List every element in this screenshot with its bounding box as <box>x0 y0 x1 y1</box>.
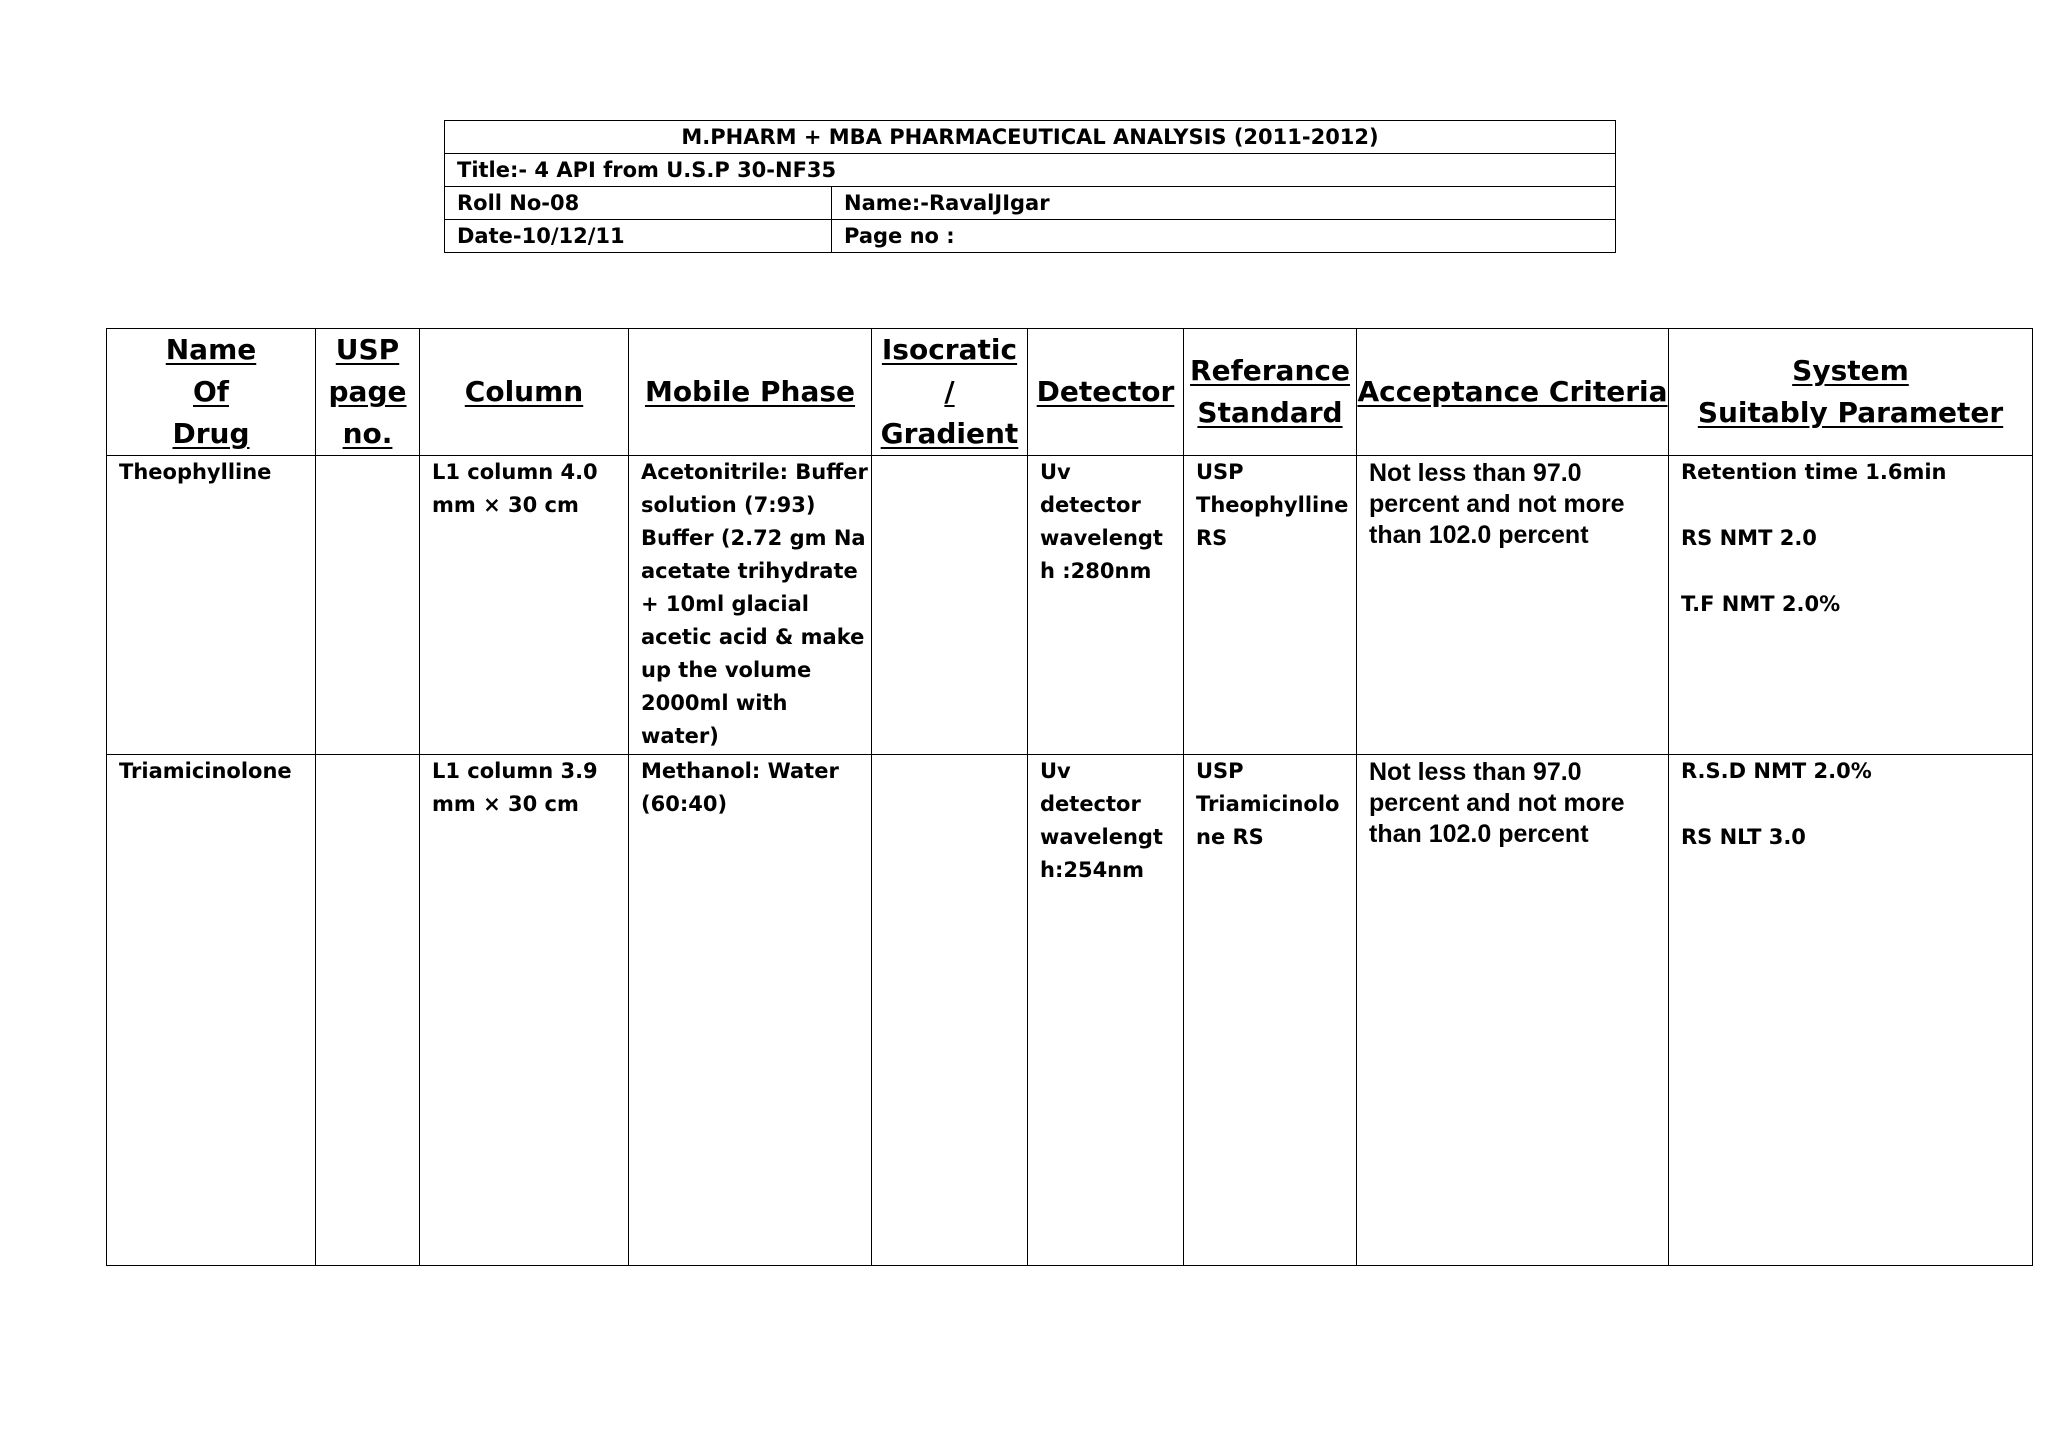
header-line: Acceptance Criteria <box>1357 375 1668 408</box>
header-line: Suitably Parameter <box>1697 396 2004 429</box>
cell-line: L1 column 4.0 <box>432 460 598 484</box>
cell-column <box>420 456 629 755</box>
cell-line: ne RS <box>1196 825 1264 849</box>
cell-line: 2000ml with <box>641 691 788 715</box>
col-header-usp-page <box>316 329 420 456</box>
cell-line: h :280nm <box>1040 559 1152 583</box>
header-row-program <box>445 121 1616 154</box>
cell-isocratic-gradient <box>872 755 1028 1266</box>
header-line: Mobile Phase <box>644 375 856 408</box>
cell-line: RS NLT 3.0 <box>1681 825 1806 849</box>
cell-line: percent and not more <box>1369 789 1625 817</box>
header-line: Referance <box>1190 354 1350 387</box>
program-title: M.PHARM + MBA PHARMACEUTICAL ANALYSIS (2011-2012) <box>445 121 1616 154</box>
header-line: / <box>944 375 955 408</box>
cell-line: L1 column 3.9 <box>432 759 598 783</box>
cell-line: detector <box>1040 493 1141 517</box>
col-header-detector <box>1028 329 1184 456</box>
cell-reference-standard <box>1184 456 1357 755</box>
document-title: Title:- 4 API from U.S.P 30-NF35 <box>445 154 1616 187</box>
cell-line: than 102.0 percent <box>1369 521 1589 549</box>
document-date: Date-10/12/11 <box>445 220 832 253</box>
header-line: no. <box>342 417 393 450</box>
col-header-system-suitability <box>1669 329 2033 456</box>
cell-mobile-phase <box>629 456 872 755</box>
line-gap <box>1681 788 2022 821</box>
table-header-row <box>107 329 2033 456</box>
roll-number: Roll No-08 <box>445 187 832 220</box>
cell-line: wavelengt <box>1040 526 1163 550</box>
cell-line: than 102.0 percent <box>1369 820 1589 848</box>
cell-drug-name <box>107 456 316 755</box>
col-header-isocratic-gradient <box>872 329 1028 456</box>
cell-system-suitability <box>1669 456 2033 755</box>
header-line: Name <box>165 333 257 366</box>
table-row <box>107 755 2033 1266</box>
cell-line: percent and not more <box>1369 490 1625 518</box>
cell-drug-name <box>107 755 316 1266</box>
line-gap <box>1681 555 2022 588</box>
cell-line: h:254nm <box>1040 858 1145 882</box>
cell-line: T.F NMT 2.0% <box>1681 592 1841 616</box>
student-name: Name:-RavalJIgar <box>832 187 1616 220</box>
header-line: page <box>328 375 407 408</box>
cell-line: Acetonitrile: Buffer <box>641 460 868 484</box>
cell-system-suitability <box>1669 755 2033 1266</box>
header-line: System <box>1792 354 1909 387</box>
header-line: Column <box>464 375 584 408</box>
cell-line: R.S.D NMT 2.0% <box>1681 759 1872 783</box>
header-line: Of <box>193 375 229 408</box>
document-header-table <box>444 120 1616 253</box>
header-line: Isocratic <box>881 333 1018 366</box>
col-header-mobile-phase <box>629 329 872 456</box>
line-gap <box>1681 489 2022 522</box>
col-header-column <box>420 329 629 456</box>
cell-line: RS NMT 2.0 <box>1681 526 1817 550</box>
table-row <box>107 456 2033 755</box>
header-line: USP <box>335 333 400 366</box>
header-row-title <box>445 154 1616 187</box>
cell-line: acetic acid & make <box>641 625 865 649</box>
header-line: Gradient <box>880 417 1019 450</box>
cell-usp-page <box>316 755 420 1266</box>
cell-line: Theophylline <box>1196 493 1349 517</box>
col-header-reference-standard <box>1184 329 1357 456</box>
header-row-date <box>445 220 1616 253</box>
cell-line: USP <box>1196 460 1244 484</box>
header-line: Standard <box>1197 396 1343 429</box>
cell-line: detector <box>1040 792 1141 816</box>
cell-acceptance-criteria <box>1357 456 1669 755</box>
cell-line: mm × 30 cm <box>432 792 579 816</box>
cell-line: up the volume <box>641 658 812 682</box>
page-number: Page no : <box>832 220 1616 253</box>
cell-line: USP <box>1196 759 1244 783</box>
cell-line: mm × 30 cm <box>432 493 579 517</box>
header-row-roll <box>445 187 1616 220</box>
cell-line: Triamicinolo <box>1196 792 1340 816</box>
cell-line: Not less than 97.0 <box>1369 459 1582 487</box>
cell-usp-page <box>316 456 420 755</box>
cell-line: (60:40) <box>641 792 728 816</box>
cell-line: Buffer (2.72 gm Na <box>641 526 866 550</box>
cell-line: Theophylline <box>119 460 272 484</box>
cell-reference-standard <box>1184 755 1357 1266</box>
header-line: Drug <box>172 417 250 450</box>
cell-line: + 10ml glacial <box>641 592 809 616</box>
cell-line: Retention time 1.6min <box>1681 460 1947 484</box>
col-header-drug-name <box>107 329 316 456</box>
cell-mobile-phase <box>629 755 872 1266</box>
cell-line: Not less than 97.0 <box>1369 758 1582 786</box>
cell-line: solution (7:93) <box>641 493 816 517</box>
cell-line: Methanol: Water <box>641 759 839 783</box>
header-line: Detector <box>1036 375 1175 408</box>
cell-detector <box>1028 755 1184 1266</box>
cell-isocratic-gradient <box>872 456 1028 755</box>
api-analysis-table <box>106 328 2033 1266</box>
cell-column <box>420 755 629 1266</box>
cell-line: acetate trihydrate <box>641 559 858 583</box>
cell-line: water) <box>641 724 719 748</box>
cell-acceptance-criteria <box>1357 755 1669 1266</box>
cell-line: RS <box>1196 526 1228 550</box>
cell-line: Triamicinolone <box>119 759 292 783</box>
col-header-acceptance-criteria <box>1357 329 1669 456</box>
cell-detector <box>1028 456 1184 755</box>
cell-line: Uv <box>1040 759 1071 783</box>
cell-line: Uv <box>1040 460 1071 484</box>
cell-line: wavelengt <box>1040 825 1163 849</box>
